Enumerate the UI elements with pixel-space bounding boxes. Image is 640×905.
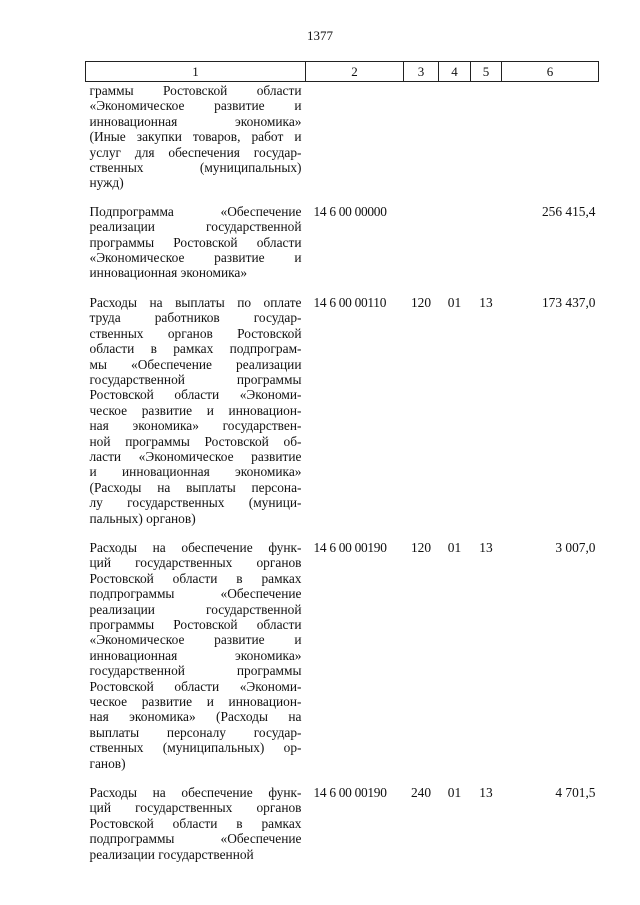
row-description [86, 82, 306, 204]
row-amount: 4 701,5 [555, 785, 596, 801]
description-line: государственной программы [89, 663, 302, 679]
row-col-5 [471, 82, 502, 204]
description-line: ственных (муниципальных) ор- [89, 740, 302, 756]
description-line: ласти «Экономическое развитие [89, 448, 302, 464]
row-col-5: 13 [479, 785, 493, 801]
header-col-4: 4 [439, 62, 471, 82]
row-col-3 [404, 82, 439, 204]
description-line: «Экономическое развитие и [89, 98, 302, 114]
row-description [86, 295, 306, 540]
description-line: нужд) [89, 175, 124, 191]
description-line: ной программы Ростовской об- [89, 433, 302, 449]
row-col-3 [404, 204, 439, 295]
description-line: мы «Обеспечение реализации [89, 356, 302, 372]
budget-table [85, 61, 599, 876]
description-line: ганов) [89, 755, 126, 771]
description-line: реализации государственной [89, 846, 254, 862]
row-description [86, 785, 306, 876]
description-line: ная экономика» (Расходы на [89, 709, 302, 725]
description-line: ческое развитие и инновацион- [89, 694, 302, 710]
description-line: инновационная экономика» [89, 647, 302, 663]
description-line: ческое развитие и инновацион- [89, 402, 302, 418]
row-code: 14 6 00 00190 [313, 785, 387, 801]
row-amount: 173 437,0 [541, 294, 596, 310]
description-line: труда работников государ- [89, 310, 302, 326]
description-line: граммы Ростовской области [89, 83, 302, 98]
row-amount: 3 007,0 [555, 539, 596, 555]
description-line: ная экономика» государствен- [89, 418, 302, 434]
description-line: Подпрограмма «Обеспечение [89, 203, 302, 219]
header-col-6: 6 [502, 62, 599, 82]
row-col-4: 01 [447, 785, 462, 801]
header-col-3: 3 [404, 62, 439, 82]
table-row [86, 540, 599, 785]
table-header [86, 62, 599, 82]
description-line: услуг для обеспечения государ- [89, 144, 302, 160]
description-line: пальных) органов) [89, 510, 196, 526]
row-code: 14 6 00 00110 [313, 294, 387, 310]
description-line: подпрограммы «Обеспечение [89, 586, 302, 602]
description-line: инновационная экономика» [89, 265, 248, 281]
description-line: Расходы на обеспечение функ- [89, 539, 302, 555]
description-line: «Экономическое развитие и [89, 632, 302, 648]
row-code [306, 82, 404, 204]
description-line: области в рамках подпрограм- [89, 341, 302, 357]
description-line: подпрограммы «Обеспечение [89, 831, 302, 847]
row-col-4: 01 [447, 539, 462, 555]
row-col-5: 13 [479, 294, 493, 310]
description-line: Ростовской области «Экономи- [89, 387, 302, 403]
row-description [86, 204, 306, 295]
row-col-4 [439, 204, 471, 295]
row-amount: 256 415,4 [541, 203, 596, 219]
row-col-4 [439, 82, 471, 204]
description-line: инновационная экономика» [89, 113, 302, 129]
row-code: 14 6 00 00000 [313, 203, 387, 219]
description-line: ций государственных органов [89, 555, 302, 571]
description-line: ственных органов Ростовской [89, 325, 302, 341]
header-col-5: 5 [471, 62, 502, 82]
description-line: «Экономическое развитие и [89, 250, 302, 266]
row-col-5 [471, 204, 502, 295]
header-col-1: 1 [86, 62, 306, 82]
row-description [86, 540, 306, 785]
table-row [86, 785, 599, 876]
row-amount [502, 82, 599, 204]
description-line: программы Ростовской области [89, 234, 302, 250]
description-line: государственной программы [89, 371, 302, 387]
description-line: программы Ростовской области [89, 617, 302, 632]
table-body [86, 82, 599, 877]
description-line: Ростовской области в рамках [89, 570, 302, 586]
description-line: (Иные закупки товаров, работ и [89, 129, 302, 145]
description-line: Расходы на обеспечение функ- [89, 785, 302, 801]
row-col-3: 120 [410, 294, 432, 310]
row-code: 14 6 00 00190 [313, 539, 387, 555]
header-row [86, 62, 599, 82]
table-row [86, 82, 599, 204]
table-row [86, 295, 599, 540]
description-line: (Расходы на выплаты персона- [89, 479, 302, 495]
page-number: 1377 [307, 28, 333, 43]
description-line: реализации государственной [89, 601, 302, 617]
table-row [86, 204, 599, 295]
row-col-3: 120 [410, 539, 432, 555]
description-line: лу государственных (муници- [89, 495, 302, 511]
header-col-2: 2 [306, 62, 404, 82]
row-col-3: 240 [410, 785, 432, 801]
description-line: реализации государственной [89, 219, 302, 235]
row-col-4: 01 [447, 294, 462, 310]
row-col-5: 13 [479, 539, 493, 555]
description-line: выплаты персоналу государ- [89, 724, 302, 740]
description-line: ций государственных органов [89, 800, 302, 816]
description-line: Ростовской области в рамках [89, 815, 302, 831]
description-line: Расходы на выплаты по оплате [89, 294, 302, 310]
description-line: Ростовской области «Экономи- [89, 678, 302, 694]
description-line: ственных (муниципальных) [89, 160, 302, 176]
description-line: и инновационная экономика» [89, 464, 302, 480]
